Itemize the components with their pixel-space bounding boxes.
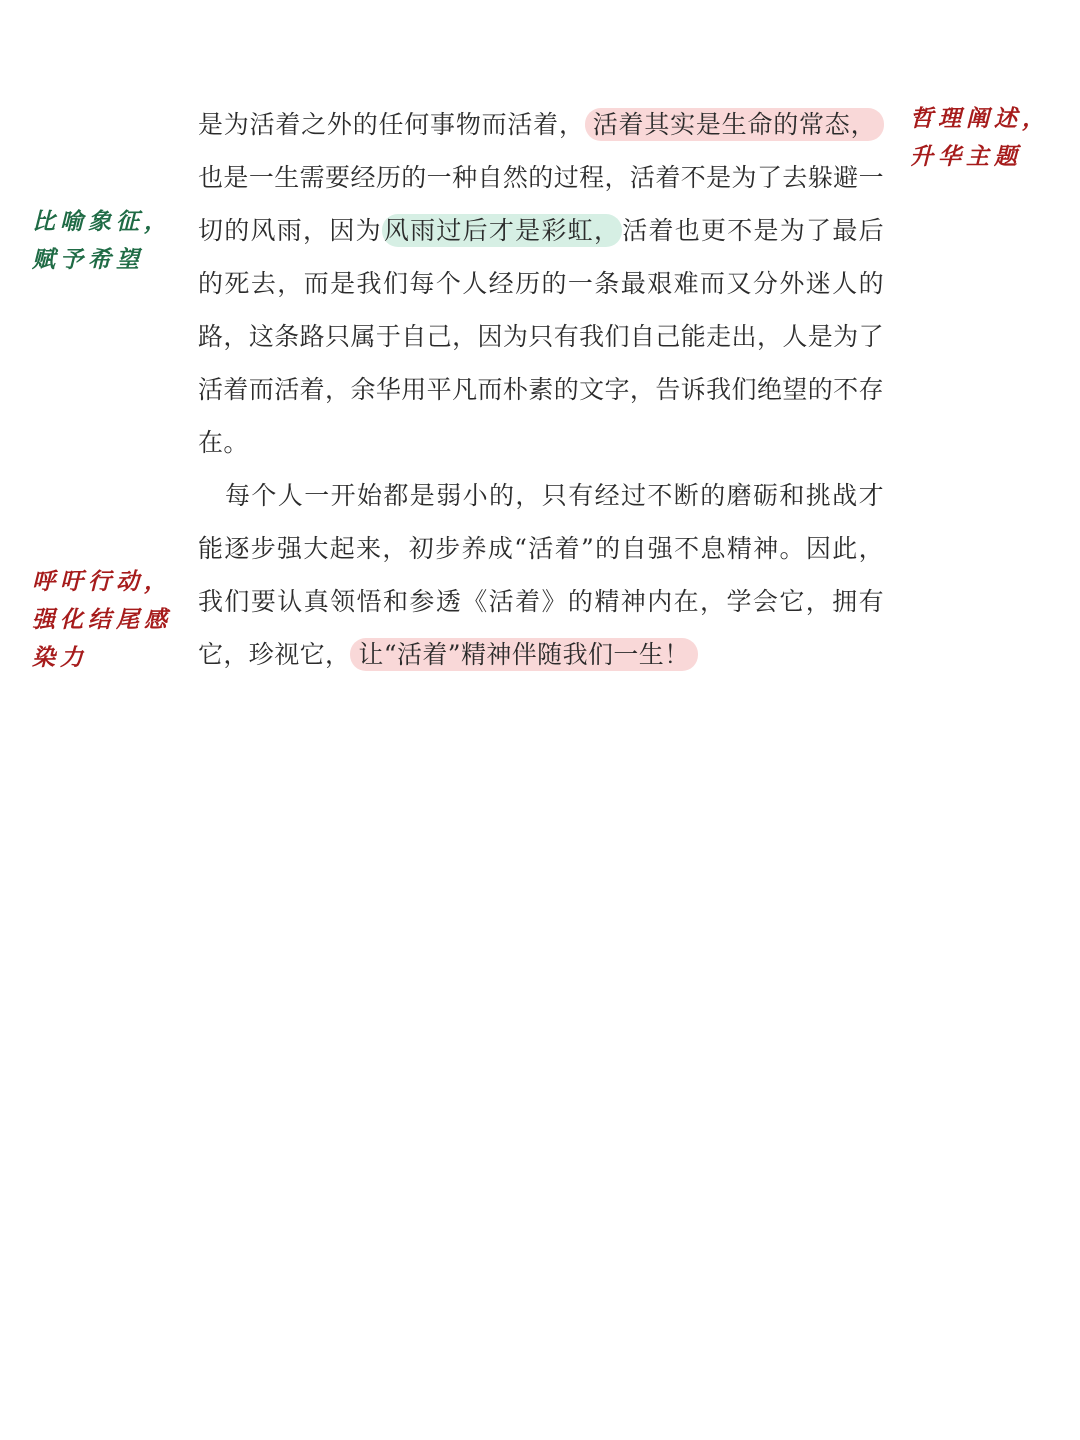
- essay-body: [198, 98, 884, 681]
- annotation-line: 染力: [32, 645, 88, 671]
- paragraph-text: 每个人一开始都是弱小的，只有经过不断的磨砺和挑战才能逐步强大起来，初步养成“活着”的自强不息精神。因此，我们要认真领悟和参透《活着》的精神内在，学会它，拥有它，珍视它，: [198, 481, 884, 669]
- paragraph-text: 是为活着之外的任何事物而活着，: [198, 110, 585, 139]
- paragraph-text: 也是一生需要经历的一种自然的过程，活着不是为了去躲避一切的风雨，因为: [198, 163, 884, 245]
- annotation-line: 哲理阐述，: [910, 106, 1050, 132]
- highlight-metaphor: 风雨过后才是彩虹，: [383, 216, 621, 245]
- annotation-metaphor: [32, 203, 172, 279]
- annotation-call-to-action: [32, 563, 172, 677]
- paragraph-2: [198, 469, 884, 681]
- annotation-philosophy: [910, 100, 1050, 176]
- annotation-line: 强化结尾感: [32, 607, 172, 633]
- paragraph-1: [198, 98, 884, 469]
- highlight-call-to-action: 让“活着”精神伴随我们一生！: [350, 638, 697, 671]
- annotation-line: 赋予希望: [32, 247, 144, 273]
- highlight-philosophy: 活着其实是生命的常态，: [585, 108, 884, 141]
- annotation-line: 比喻象征，: [32, 209, 172, 235]
- paragraph-text: 活着也更不是为了最后的死去，而是我们每个人经历的一条最艰难而又分外迷人的路，这条路只属于自己，因为只有我们自己能走出，人是为了活着而活着，余华用平凡而朴素的文字，告诉我们绝望的不存在。: [198, 216, 884, 457]
- annotation-line: 呼吁行动，: [32, 569, 172, 595]
- annotation-line: 升华主题: [910, 144, 1022, 170]
